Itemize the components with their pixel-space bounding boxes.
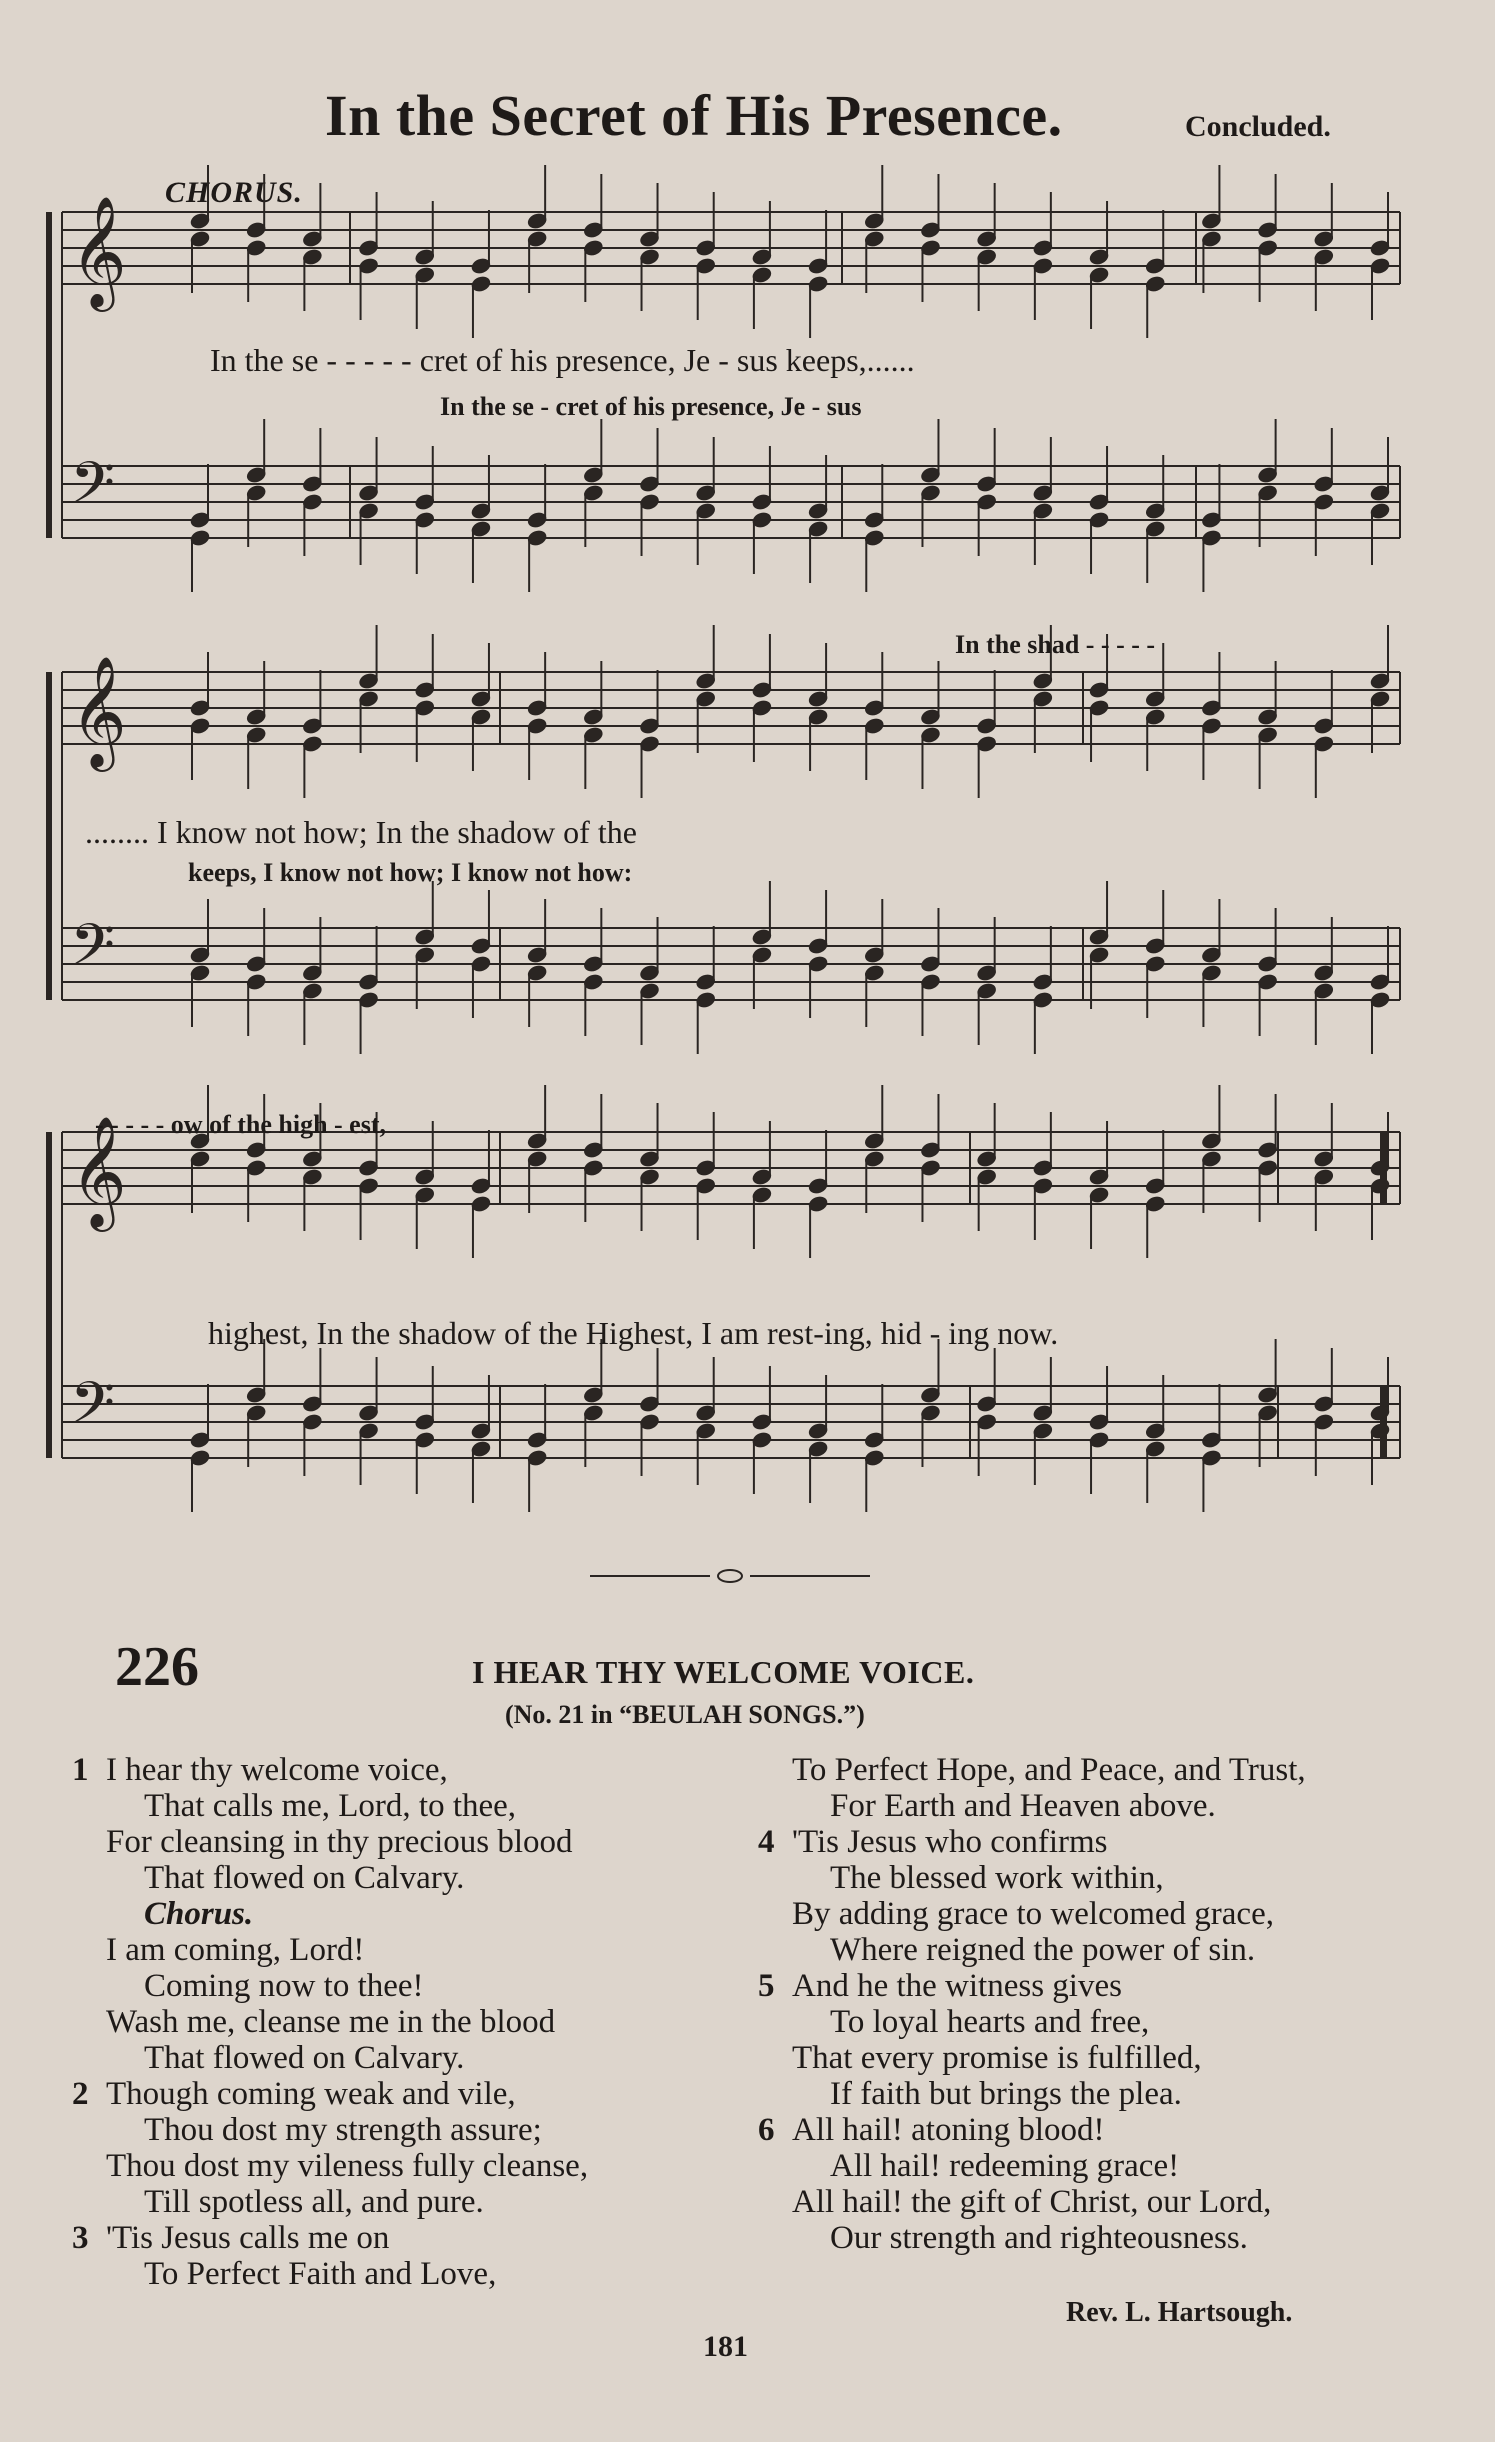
verse-text: Where reigned the power of sin.: [830, 1932, 1256, 1968]
verse-number: [72, 1896, 106, 1932]
verse-text: Thou dost my strength assure;: [144, 2112, 542, 2148]
verse-number: [72, 2256, 106, 2292]
verse-line: [758, 2076, 1306, 2112]
verse-line: [72, 2076, 588, 2112]
verse-text: I hear thy welcome voice,: [106, 1752, 448, 1788]
verse-line: [758, 1788, 1306, 1824]
verse-text: Thou dost my vileness fully cleanse,: [106, 2148, 589, 2184]
verse-line: [72, 2184, 588, 2220]
verse-line: [72, 2220, 588, 2256]
system1-lower-lyrics: In the se - cret of his presence, Je - sus: [440, 392, 862, 421]
verse-number: 4: [758, 1824, 775, 1860]
hymn-title: I HEAR THY WELCOME VOICE.: [472, 1654, 975, 1690]
hymn-source: (No. 21 in “BEULAH SONGS.”): [505, 1700, 865, 1729]
verse-number: [758, 2184, 792, 2220]
verses-left-column: [72, 1752, 588, 2292]
verse-line: [758, 2220, 1306, 2256]
system3-top-lyrics: - - - - - ow of the high - est,: [95, 1110, 387, 1139]
verse-text: For cleansing in thy precious blood: [106, 1824, 573, 1860]
verse-number: [72, 2040, 106, 2076]
verse-number: [72, 1860, 106, 1896]
verse-number: [72, 1788, 106, 1824]
verse-number: 1: [72, 1752, 89, 1788]
verse-text: That flowed on Calvary.: [144, 1860, 465, 1896]
chorus-marking: CHORUS.: [165, 176, 303, 209]
verse-line: [72, 1932, 588, 1968]
verse-line: [72, 1896, 588, 1932]
verse-text: All hail! redeeming grace!: [830, 2148, 1180, 2184]
system2-upper-lyrics: ........ I know not how; In the shadow of the: [85, 814, 637, 850]
verse-text: Wash me, cleanse me in the blood: [106, 2004, 556, 2040]
treble-clef-icon: 𝄞: [70, 655, 127, 767]
bass-clef-icon: 𝄢: [70, 1369, 116, 1451]
verse-line: [72, 2148, 588, 2184]
verse-text: To loyal hearts and free,: [830, 2004, 1150, 2040]
verses-right-column: [758, 1752, 1306, 2256]
system1-upper-lyrics: In the se - - - - - cret of his presence, Je - sus keeps,......: [210, 342, 915, 378]
verse-line: [72, 1824, 588, 1860]
verse-text: And he the witness gives: [792, 1968, 1122, 2004]
verse-number: [758, 1752, 792, 1788]
verse-line: [758, 2112, 1306, 2148]
verse-number: 5: [758, 1968, 775, 2004]
verse-line: [758, 1752, 1306, 1788]
verse-text: All hail! the gift of Christ, our Lord,: [792, 2184, 1272, 2220]
verse-line: [72, 2112, 588, 2148]
bass-clef-icon: 𝄢: [70, 911, 116, 993]
chorus-label: Chorus.: [144, 1896, 254, 1932]
treble-clef-icon: 𝄞: [70, 1115, 127, 1227]
verse-line: [758, 1968, 1306, 2004]
verse-number: [72, 2148, 106, 2184]
verse-text: Till spotless all, and pure.: [144, 2184, 484, 2220]
ornamental-divider: [590, 1566, 870, 1586]
verse-text: For Earth and Heaven above.: [830, 1788, 1216, 1824]
verse-number: [758, 2004, 792, 2040]
verse-text: That flowed on Calvary.: [144, 2040, 465, 2076]
verse-line: [72, 2004, 588, 2040]
verse-text: That every promise is fulfilled,: [792, 2040, 1202, 2076]
verse-number: [72, 1968, 106, 2004]
page-number: 181: [703, 2330, 748, 2363]
verse-text: I am coming, Lord!: [106, 1932, 365, 1968]
verse-number: [758, 1788, 792, 1824]
verse-text: If faith but brings the plea.: [830, 2076, 1182, 2112]
verse-text: 'Tis Jesus calls me on: [106, 2220, 390, 2256]
system2-lower-lyrics: keeps, I know not how; I know not how:: [188, 858, 633, 887]
verse-text: Though coming weak and vile,: [106, 2076, 516, 2112]
hymn-number: 226: [115, 1636, 199, 1698]
verse-number: [72, 1932, 106, 1968]
verse-line: [758, 2004, 1306, 2040]
verse-text: 'Tis Jesus who confirms: [792, 1824, 1108, 1860]
verse-number: 3: [72, 2220, 89, 2256]
verse-text: That calls me, Lord, to thee,: [144, 1788, 517, 1824]
verse-line: [72, 1752, 588, 1788]
verse-line: [758, 2184, 1306, 2220]
concluded-label: Concluded.: [1185, 110, 1331, 143]
verse-line: [758, 2040, 1306, 2076]
verse-number: [72, 2184, 106, 2220]
verse-line: [758, 1896, 1306, 1932]
verse-number: 6: [758, 2112, 775, 2148]
system3-upper-lyrics: highest, In the shadow of the Highest, I am rest-ing, hid - ing now.: [208, 1315, 1059, 1351]
song-title: In the Secret of His Presence.: [325, 83, 1063, 148]
verse-number: [758, 2040, 792, 2076]
verse-number: [758, 2076, 792, 2112]
verse-number: [72, 2112, 106, 2148]
verse-line: [72, 2040, 588, 2076]
verse-number: [758, 1932, 792, 1968]
verse-line: [758, 2148, 1306, 2184]
verse-number: [758, 2220, 792, 2256]
verse-line: [72, 1968, 588, 2004]
verse-text: Coming now to thee!: [144, 1968, 424, 2004]
treble-clef-icon: 𝄞: [70, 195, 127, 307]
verse-text: By adding grace to welcomed grace,: [792, 1896, 1274, 1932]
verse-line: [758, 1932, 1306, 1968]
verse-line: [758, 1860, 1306, 1896]
verse-text: To Perfect Faith and Love,: [144, 2256, 497, 2292]
verse-number: [758, 2148, 792, 2184]
system2-top-lyrics: In the shad - - - - -: [955, 630, 1156, 659]
verse-number: [758, 1896, 792, 1932]
verse-text: All hail! atoning blood!: [792, 2112, 1105, 2148]
verse-line: [72, 2256, 588, 2292]
verse-text: The blessed work within,: [830, 1860, 1164, 1896]
verse-line: [72, 1788, 588, 1824]
verse-text: Our strength and righteousness.: [830, 2220, 1248, 2256]
verse-number: [758, 1860, 792, 1896]
verse-number: [72, 2004, 106, 2040]
verse-line: [758, 1824, 1306, 1860]
verse-number: [72, 1824, 106, 1860]
verse-number: 2: [72, 2076, 89, 2112]
verse-text: To Perfect Hope, and Peace, and Trust,: [792, 1752, 1306, 1788]
hymn-author: Rev. L. Hartsough.: [1066, 2297, 1293, 2328]
bass-clef-icon: 𝄢: [70, 449, 116, 531]
verse-line: [72, 1860, 588, 1896]
